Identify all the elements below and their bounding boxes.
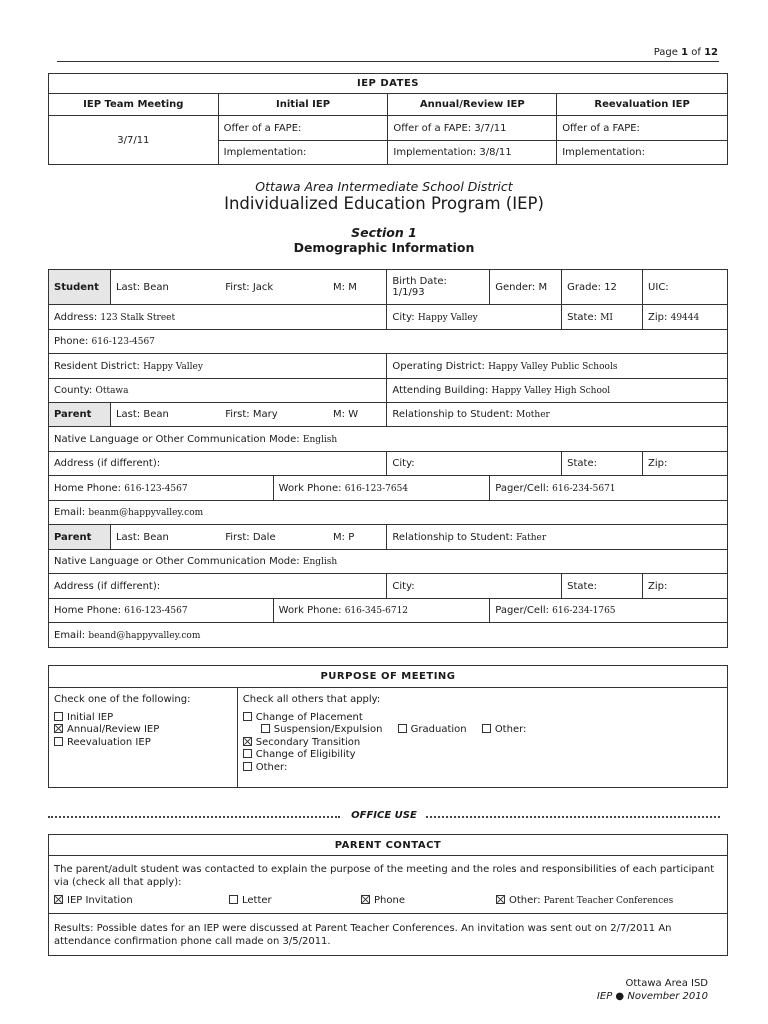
- resident-label: Resident District:: [54, 360, 140, 372]
- parent1-cell-label: Pager/Cell:: [495, 482, 549, 494]
- county: [49, 379, 387, 403]
- contact-other-value: Parent Teacher Conferences: [543, 896, 674, 906]
- parent1-middle: M: W: [328, 403, 387, 427]
- reeval-iep-option[interactable]: [54, 737, 232, 750]
- footer-form-name: IEP: [596, 991, 613, 1002]
- county-value: Ottawa: [95, 386, 129, 396]
- student-zip: [643, 305, 728, 330]
- parent2-email: [49, 623, 728, 648]
- eligibility-checkbox[interactable]: [243, 749, 252, 758]
- contact-other-checkbox[interactable]: [496, 895, 505, 904]
- contact-other-label: Other:: [509, 895, 541, 906]
- student-phone: [49, 330, 728, 354]
- initial-iep-checkbox[interactable]: [54, 712, 63, 721]
- iep-dates-table: [48, 73, 728, 165]
- col-team-meeting: IEP Team Meeting: [49, 94, 219, 116]
- student-first: First: Jack: [220, 270, 328, 305]
- suspension-option[interactable]: [261, 724, 383, 735]
- letter-checkbox[interactable]: [229, 895, 238, 904]
- annual-iep-text: Annual/Review IEP: [67, 724, 160, 735]
- annual-iep-checkbox[interactable]: [54, 724, 63, 733]
- parent2-work-value: 616-345-6712: [344, 606, 409, 616]
- program-title: Individualized Education Program (IEP): [224, 194, 544, 213]
- parent-contact-header: PARENT CONTACT: [49, 835, 728, 856]
- parent1-rel-label: Relationship to Student:: [392, 409, 513, 420]
- grade: Grade: 12: [562, 270, 643, 305]
- student-label: Student: [49, 270, 111, 305]
- attending-value: Happy Valley High School: [491, 386, 611, 396]
- zip-value: 49444: [670, 312, 700, 323]
- purpose-left: [49, 688, 238, 788]
- placement-text: Change of Placement: [255, 711, 363, 723]
- parent-contact-table: [48, 834, 728, 956]
- invitation-checkbox[interactable]: [54, 895, 63, 904]
- student-state: [562, 305, 643, 330]
- resident-district: [49, 354, 387, 379]
- district-name: Ottawa Area Intermediate School District: [255, 179, 513, 194]
- office-use-divider: [48, 810, 720, 824]
- parent-contact-results: Results: Possible dates for an IEP were discussed at Parent Teacher Conferences. An invitation was sent out on 2/7/2011 An attendance confirmation phone call made on 3/5/2011.: [49, 914, 728, 956]
- parent1-work-label: Work Phone:: [278, 482, 342, 494]
- student-middle: M: M: [328, 270, 387, 305]
- birth-date-cell: [387, 270, 490, 305]
- other-text: Other:: [255, 761, 288, 773]
- parent1-lang-value: English: [302, 434, 338, 445]
- letter-text: Letter: [242, 895, 272, 906]
- annual-impl: Implementation: 3/8/11: [388, 141, 557, 165]
- suspension-checkbox[interactable]: [261, 724, 270, 733]
- parent1-state: State:: [562, 452, 643, 476]
- section-title: Demographic Information: [293, 240, 475, 255]
- col-reeval-iep: Reevaluation IEP: [557, 94, 728, 116]
- invitation-text: IEP Invitation: [67, 895, 133, 906]
- initial-impl: Implementation:: [218, 141, 388, 165]
- parent2-zip: Zip:: [643, 574, 728, 599]
- parent2-language: [49, 550, 728, 574]
- col-initial-iep: Initial IEP: [218, 94, 388, 116]
- parent1-email-label: Email:: [54, 507, 86, 518]
- purpose-right: [237, 688, 727, 788]
- footer-form: [597, 991, 708, 1002]
- eligibility-option[interactable]: [243, 749, 722, 762]
- parent2-rel-value: Father: [516, 532, 547, 543]
- parent2-rel-label: Relationship to Student:: [392, 531, 513, 543]
- parent2-home-value: 616-123-4567: [124, 606, 188, 616]
- purpose-right-label: Check all others that apply:: [242, 694, 381, 705]
- other-inline-option[interactable]: [482, 724, 527, 735]
- office-dots-left: [48, 816, 340, 818]
- initial-iep-text: Initial IEP: [67, 711, 114, 723]
- parent2-lang-value: English: [302, 557, 338, 567]
- contact-other-option[interactable]: [496, 895, 673, 908]
- parent1-last: [110, 403, 220, 427]
- attending-building: [387, 379, 728, 403]
- other-checkbox[interactable]: [243, 762, 252, 771]
- parent1-email: [49, 501, 728, 525]
- reeval-fape: Offer of a FAPE:: [557, 116, 728, 141]
- parent2-first: First: Dale: [220, 525, 328, 550]
- transition-option[interactable]: [243, 737, 722, 750]
- parent1-home-value: 616-123-4567: [124, 483, 188, 494]
- contact-methods: [54, 895, 722, 909]
- zip-label: Zip:: [648, 311, 668, 323]
- parent-contact-intro: The parent/adult student was contacted to explain the purpose of the meeting and the roles and responsibilities of each participant via (check all that apply):: [54, 864, 715, 888]
- office-use-label: OFFICE USE: [351, 810, 417, 821]
- parent2-cell-label: Pager/Cell:: [495, 605, 549, 616]
- footer-date: November 2010: [627, 991, 708, 1002]
- parent1-email-value: beanm@happyvalley.com: [88, 508, 204, 518]
- parent1-language: [49, 427, 728, 452]
- graduation-text: Graduation: [410, 724, 467, 735]
- transition-text: Secondary Transition: [255, 736, 361, 748]
- operating-district: [387, 354, 728, 379]
- parent1-work-phone: [273, 476, 490, 501]
- phone-label: Phone:: [54, 336, 89, 347]
- parent1-label: Parent: [49, 403, 111, 427]
- parent1-home-label: Home Phone:: [54, 482, 122, 494]
- page-current: 1: [681, 47, 689, 58]
- header-rule: [57, 61, 719, 62]
- page-number: [654, 47, 718, 58]
- parent2-work-label: Work Phone:: [278, 605, 342, 616]
- phone-value: 616-123-4567: [91, 337, 155, 347]
- office-dots-right: [426, 816, 720, 818]
- reeval-iep-checkbox[interactable]: [54, 737, 63, 746]
- footer-org: Ottawa Area ISD: [625, 978, 708, 989]
- parent2-city: City:: [387, 574, 562, 599]
- operating-label: Operating District:: [392, 360, 485, 372]
- parent2-cell: [490, 599, 728, 623]
- parent1-cell-value: 616-234-5671: [552, 483, 616, 494]
- page-of: of: [691, 47, 701, 58]
- parent1-address: Address (if different):: [49, 452, 387, 476]
- other-inline-checkbox[interactable]: [482, 724, 491, 733]
- suspension-text: Suspension/Expulsion: [273, 724, 383, 735]
- suspension-row: [243, 724, 722, 737]
- demographic-table: [48, 269, 728, 648]
- parent2-cell-value: 616-234-1765: [552, 606, 616, 616]
- graduation-option[interactable]: [398, 724, 467, 735]
- parent2-lang-label: Native Language or Other Communication Mode:: [54, 556, 300, 567]
- address-label: Address:: [54, 311, 98, 323]
- purpose-table: [48, 665, 728, 788]
- parent2-relationship: [387, 525, 728, 550]
- city-label: City:: [392, 311, 415, 323]
- parent-contact-body: [49, 856, 728, 914]
- section-number: Section 1: [351, 225, 417, 240]
- initial-iep-option[interactable]: [54, 712, 232, 725]
- parent2-last: [110, 525, 220, 550]
- resident-value: Happy Valley: [143, 361, 203, 372]
- operating-value: Happy Valley Public Schools: [488, 361, 618, 372]
- parent2-email-label: Email:: [54, 629, 86, 641]
- parent2-home-label: Home Phone:: [54, 605, 122, 616]
- placement-option[interactable]: [243, 712, 722, 725]
- annual-fape: Offer of a FAPE: 3/7/11: [388, 116, 557, 141]
- parent2-last-text: Last: Bean: [115, 531, 169, 543]
- state-label: State:: [567, 311, 597, 323]
- birth-date: 1/1/93: [392, 287, 425, 298]
- parent1-zip: Zip:: [643, 452, 728, 476]
- other-option[interactable]: [243, 762, 722, 775]
- iep-dates-header: IEP DATES: [49, 74, 728, 94]
- letter-option[interactable]: [229, 895, 272, 908]
- state-value: MI: [600, 312, 613, 323]
- parent1-home-phone: [49, 476, 274, 501]
- parent1-cell: [490, 476, 728, 501]
- parent1-relationship: [387, 403, 728, 427]
- purpose-left-label: Check one of the following:: [54, 694, 191, 705]
- parent1-lang-label: Native Language or Other Communication Mode:: [54, 433, 300, 445]
- reeval-iep-text: Reevaluation IEP: [67, 736, 151, 748]
- phone-checkbox[interactable]: [361, 895, 370, 904]
- parent1-city: City:: [387, 452, 562, 476]
- parent2-home-phone: [49, 599, 274, 623]
- student-city: [387, 305, 562, 330]
- graduation-checkbox[interactable]: [398, 724, 407, 733]
- team-meeting-date: 3/7/11: [49, 116, 219, 165]
- parent2-address: Address (if different):: [49, 574, 387, 599]
- uic: UIC:: [643, 270, 728, 305]
- parent1-last-text: Last: Bean: [115, 409, 169, 420]
- parent2-middle: M: P: [328, 525, 387, 550]
- footer-bullet: ●: [615, 991, 625, 1002]
- attending-label: Attending Building:: [392, 385, 489, 396]
- parent1-first: First: Mary: [220, 403, 328, 427]
- col-annual-iep: Annual/Review IEP: [388, 94, 557, 116]
- student-address: [49, 305, 387, 330]
- birth-date-label: Birth Date:: [392, 276, 447, 287]
- purpose-header: PURPOSE OF MEETING: [49, 666, 728, 688]
- parent2-email-value: beand@happyvalley.com: [88, 630, 201, 641]
- page-total: 12: [704, 47, 718, 58]
- parent2-state: State:: [562, 574, 643, 599]
- transition-checkbox[interactable]: [243, 737, 252, 746]
- phone-option[interactable]: [361, 895, 405, 908]
- student-last: Last: Bean: [110, 270, 220, 305]
- parent2-label: Parent: [49, 525, 111, 550]
- city-value: Happy Valley: [417, 312, 478, 323]
- initial-fape: Offer of a FAPE:: [218, 116, 388, 141]
- address-value: 123 Stalk Street: [100, 312, 176, 323]
- eligibility-text: Change of Eligibility: [255, 749, 356, 760]
- gender: Gender: M: [490, 270, 562, 305]
- reeval-impl: Implementation:: [557, 141, 728, 165]
- annual-iep-option[interactable]: [54, 724, 232, 737]
- page-label: Page: [653, 47, 678, 58]
- phone-text: Phone: [374, 895, 405, 906]
- parent1-rel-value: Mother: [516, 410, 550, 420]
- parent1-work-value: 616-123-7654: [344, 483, 409, 494]
- other-inline-text: Other:: [494, 724, 527, 735]
- invitation-option[interactable]: [54, 895, 133, 908]
- parent2-work-phone: [273, 599, 490, 623]
- placement-checkbox[interactable]: [243, 712, 252, 721]
- county-label: County:: [54, 385, 93, 396]
